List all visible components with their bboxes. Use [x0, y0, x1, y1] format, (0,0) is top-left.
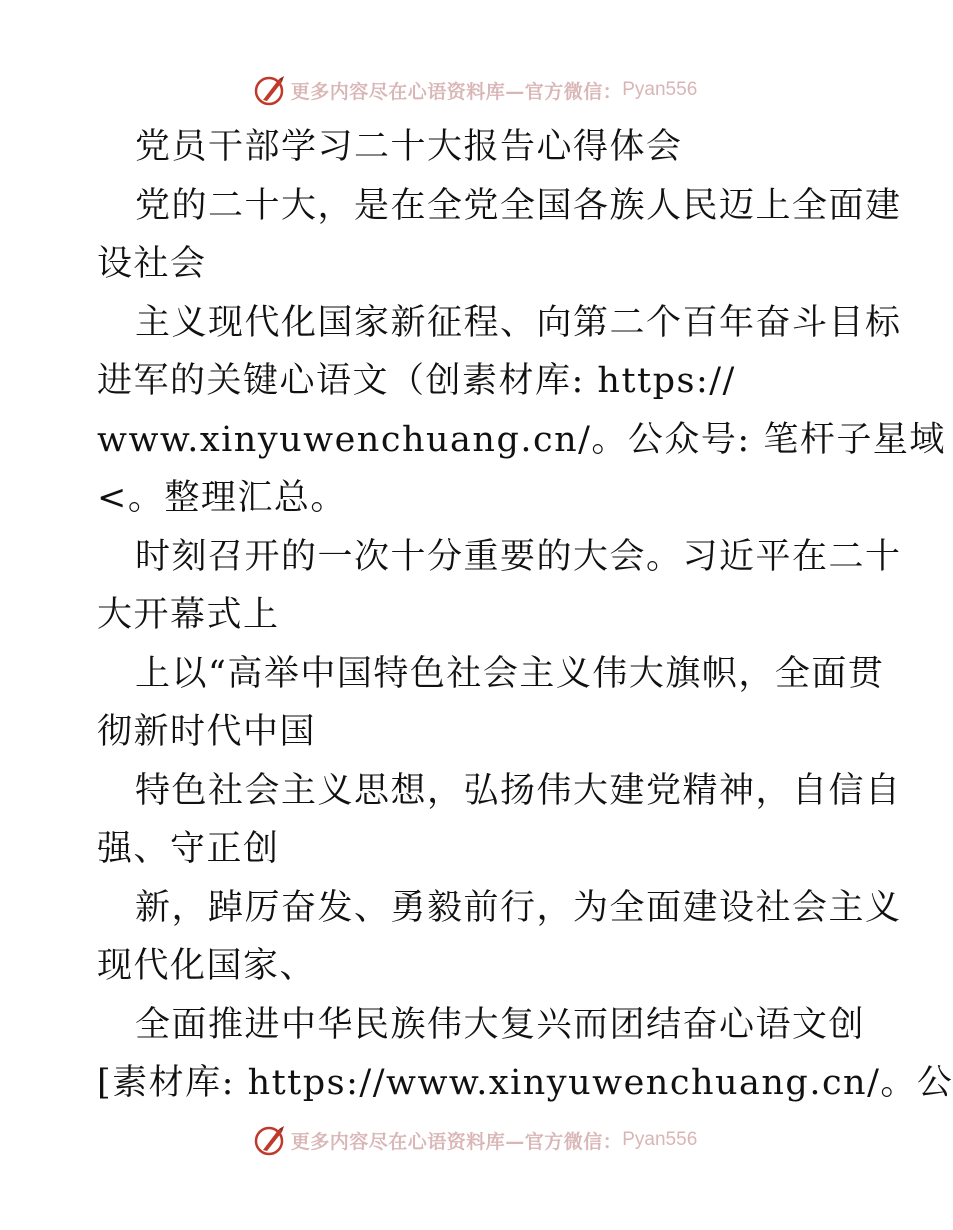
text-line: 大开幕式上	[97, 595, 280, 635]
text-line: 党的二十大，是在全党全国各族人民迈上全面建	[135, 185, 902, 226]
document-body	[97, 118, 953, 1113]
text-line: 主义现代化国家新征程、向第二个百年奋斗目标	[135, 302, 902, 343]
text-line: <。整理汇总。	[97, 478, 347, 518]
text-line: 设社会	[97, 244, 207, 284]
text-line: 上以“高举中国特色社会主义伟大旗帜，全面贯	[135, 653, 885, 694]
text-line: 强、守正创	[97, 829, 280, 869]
header-watermark-banner	[0, 70, 950, 110]
text-line: 新，踔厉奋发、勇毅前行，为全面建设社会主义	[135, 887, 902, 928]
banner-wechat-id: Pyan556	[622, 1129, 698, 1150]
text-line: 时刻召开的一次十分重要的大会。习近平在二十	[135, 536, 902, 577]
document-title: 党员干部学习二十大报告心得体会	[135, 127, 683, 167]
footer-watermark-banner	[0, 1120, 950, 1160]
banner-wechat-id: Pyan556	[622, 79, 698, 100]
quill-pen-logo-icon	[253, 1123, 287, 1157]
banner-text: 更多内容尽在心语资料库—官方微信：	[290, 80, 623, 103]
text-line: 现代化国家、	[97, 946, 317, 986]
text-line: 进军的关键心语文（创素材库: https://	[97, 361, 736, 401]
text-line: www.xinyuwenchuang.cn/。公众号: 笔杆子星域	[97, 419, 946, 460]
text-line: 特色社会主义思想，弘扬伟大建党精神，自信自	[135, 770, 902, 811]
banner-text: 更多内容尽在心语资料库—官方微信：	[290, 1130, 623, 1153]
text-line: 彻新时代中国	[97, 712, 317, 752]
text-line: 全面推进中华民族伟大复兴而团结奋心语文创	[135, 1004, 866, 1045]
quill-pen-logo-icon	[253, 73, 287, 107]
text-line: [素材库: https://www.xinyuwenchuang.cn/。公	[97, 1063, 953, 1103]
